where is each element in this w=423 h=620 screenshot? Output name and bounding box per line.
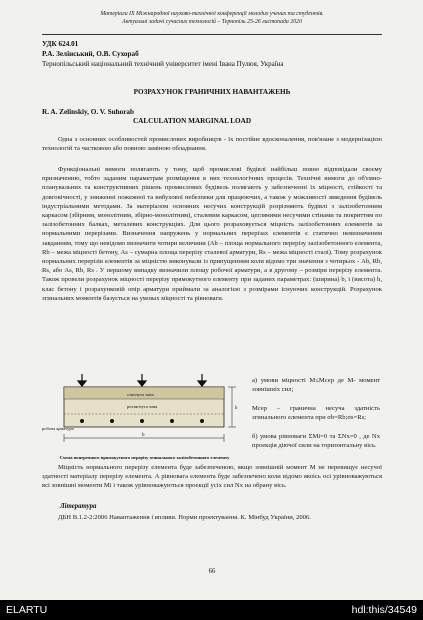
figure-caption: Схема поперечного прямокутного перерізу згинального залізобетонного елементу: [59, 455, 230, 460]
affiliation: Тернопільський національний технічний університет імені Івана Пулюя, Україна: [42, 60, 284, 68]
title-ua: РОЗРАХУНОК ГРАНИЧНИХ НАВАНТАЖЕНЬ: [133, 88, 291, 96]
section-diagram: [42, 372, 242, 452]
condition-equilibrium: б) умова рівноваги ΣMi=0 та ΣNx=0 , де Nx проекція діючої сили на горизонтальну вісь.: [252, 433, 380, 450]
literature-heading: Література: [60, 503, 97, 510]
paragraph-conclusion: Міцність нормального перерізу елемента буде забезпеченою, якщо зовнішній момент M не перевищує несучої здатності матеріалу перерізу елемента. А рівновага елемента буде забезпечено коли відомо якоісь осі урівноважуються всі зовнішні моменти Мі і також урівноважуються проекції усіх сил Nх на обрану вісь.: [42, 464, 382, 490]
section-diagram-svg: [42, 372, 242, 452]
header-line-1: Матеріали ІХ Міжнародної науково-технічної конференції молодих учених та студентів.: [100, 11, 324, 17]
authors-en: R. A. Zelinskiy, O. V. Suhorab: [42, 108, 135, 116]
paragraph-main: Функціональні вимоги полягають у тому, щоб промислові будівлі найбільш повно відповідали своєму призначенню, тобто заданим параметрам розміщення в них технологічних процесів. Технічні вимоги до об'ємно-планувальних та конструктивних рішень промислових будівель полягають у забезпеченні їх міцності, стійкості та довговічності, у зниженні пожежної та вибухової небезпеки для працюючих, а також у можливості звведення будівель індустріальними методами. За матеріалом основних несучих конструкцій розрізняють будівлі з залізобетонним каркасом (збірним, монолітним, збірно-монолітним), сталевим каркасом, цегляними несучими стінами та покриттям по залізобетонних балках, металевих конструкціях. Для цього розраховується міцність залізобетонних елементів за нормальними перерізами. Визначення напружень у нормальних перерізах елементів є статично невизначеним завданням, тому що невідомо визначити чотири величини (Аb – площа нормального перерізу залізобетонного елемента, Rb – межа міцності бетону, Аs – сумарна площа перерізу сталевої арматури, Rs – межа міцності сталі). Тому розрахунок нормальних перерізів елементів за міцністю виконували із припущенням коли відомо три значення з чотирьох - Аb, Rb, Rs, або Аs, Rb, Rs . У першому випадку визначили площу робочої арматури, а в другому – розміри перерізу елемента. Також провели розрахунок міцності перерізу прямокутного елементу при заданих параметрах: (ширина) b, і (висота) h, клас бетону і розрахунковій опір арматури приймали за аналогією з розмірами існуючих конструкцій. Розрахунок згинальних моментів базується на умовах міцності та рівноваги.: [42, 166, 382, 302]
authors-ua: Р.А. Зелінський, О.В. Сухораб: [42, 50, 139, 58]
label-compressed: стиснута зона: [127, 392, 154, 397]
condition-strength: а) умови міцності M≤Mсеp де М- момент зовнішніх сил;: [252, 377, 380, 394]
dim-label-b: b: [142, 433, 145, 438]
header-rule: [42, 34, 382, 35]
header-line-2: Актуальні задачі сучасних технологій – Тернопіль 25-26 листопада 2020: [122, 18, 302, 25]
footer-handle[interactable]: hdl:this/34549: [351, 604, 417, 616]
repository-footer: [0, 600, 423, 620]
condition-limit: Mсеp – гранична несуча здатність згинального елемента при σb=Rb;σs=Rs;: [252, 405, 380, 422]
label-tension: розтягнута зона: [127, 404, 158, 409]
load-arrows: [78, 374, 206, 386]
page-number: 66: [208, 568, 216, 575]
label-rebar: робоча арматура: [42, 426, 74, 431]
title-en: CALCULATION MARGINAL LOAD: [132, 117, 252, 125]
dim-label-h: h: [235, 406, 238, 411]
literature-item: ДБН В.1.2-2:2006 Навантаження і впливи. Норми проектування. К. Мінбуд України, 2006.: [58, 514, 311, 521]
conference-header: [42, 11, 382, 26]
paragraph-intro: Одна з основних особливостей промислових виробництв - їх постійне вдосконалення, пов'язане з модернізацією технологій та частковою або повною заміною обладнання.: [42, 136, 382, 153]
footer-repo-name: ELARTU: [6, 604, 48, 616]
udk-code: УДК 624.01: [42, 40, 79, 48]
